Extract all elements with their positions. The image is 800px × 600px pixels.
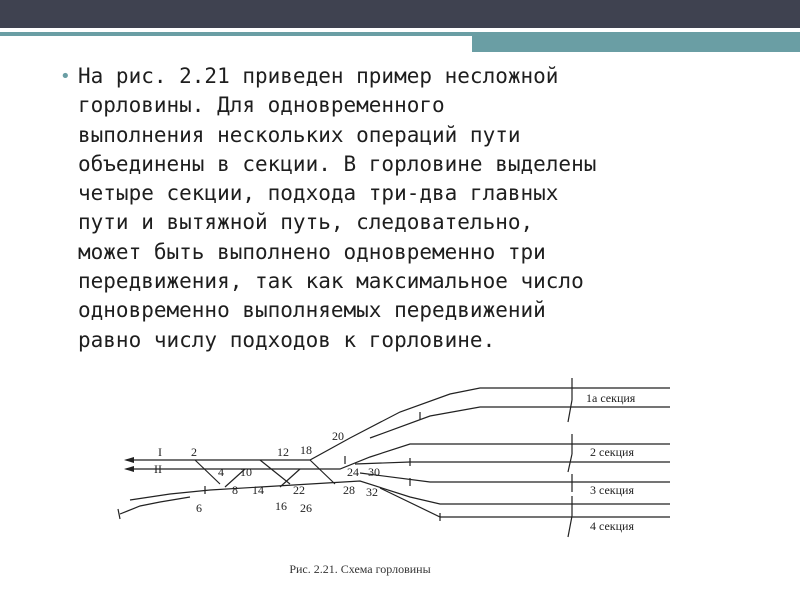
switch-label: 4: [218, 465, 224, 479]
text-line: пути и вытяжной путь, следовательно,: [78, 210, 534, 235]
track-branch-1a: [370, 407, 670, 438]
section-marker: [568, 378, 572, 422]
switch-label: 22: [293, 483, 305, 497]
track-lead-end: [118, 509, 120, 519]
track-diagram-figure: [110, 372, 690, 587]
section-label: 1а секция: [586, 391, 636, 405]
figure-caption: Рис. 2.21. Схема горловины: [289, 562, 431, 576]
section-label: 2 секция: [590, 445, 634, 459]
switch-label: 30: [368, 465, 380, 479]
switch-label: 12: [277, 445, 289, 459]
switch-label: 20: [332, 429, 344, 443]
header-bar: [0, 0, 800, 28]
switch-label: 10: [240, 465, 252, 479]
track-label-I: I: [158, 445, 162, 459]
switch-label: 14: [252, 483, 264, 497]
text-line: На рис. 2.21 приведен пример несложной: [78, 64, 559, 88]
track-lower-main: [130, 481, 670, 504]
track-diagram: [110, 372, 690, 557]
text-line: выполнения нескольких операций пути: [78, 122, 521, 147]
text-line: передвижения, так как максимальное число: [78, 269, 584, 294]
text-line: горловины. Для одновременного: [78, 93, 445, 118]
switch-label: 16: [275, 499, 287, 513]
switch-label: 26: [300, 501, 312, 515]
track-label-II: II: [154, 462, 162, 476]
crossover: [260, 460, 290, 484]
text-line: может быть выполнено одновременно три: [78, 239, 546, 264]
crossover: [195, 460, 220, 484]
crossover: [310, 460, 335, 484]
switch-label: 28: [343, 483, 355, 497]
switch-label: 6: [196, 501, 202, 515]
bullet-icon: •: [60, 66, 71, 87]
track-branch-2: [355, 462, 670, 464]
text-line: равно числу подходов к горловине.: [78, 327, 496, 352]
arrow-left-icon: [124, 457, 134, 463]
switch-label: 8: [232, 483, 238, 497]
accent-block: [472, 36, 800, 52]
switch-label: 2: [191, 445, 197, 459]
section-marker: [568, 434, 572, 472]
body-paragraph: [78, 62, 788, 355]
text-line: четыре секции, подхода три-два главных: [78, 181, 559, 206]
switch-label: 32: [366, 485, 378, 499]
switch-label: 24: [347, 465, 359, 479]
text-line: объединены в секции. В горловине выделены: [78, 151, 597, 176]
text-line: одновременно выполняемых передвижений: [78, 298, 546, 323]
section-label: 4 секция: [590, 519, 634, 533]
track-main-II: [130, 444, 670, 469]
track-branch-3: [360, 473, 670, 482]
section-label: 3 секция: [590, 483, 634, 497]
arrow-left-icon: [124, 466, 134, 472]
switch-label: 18: [300, 443, 312, 457]
